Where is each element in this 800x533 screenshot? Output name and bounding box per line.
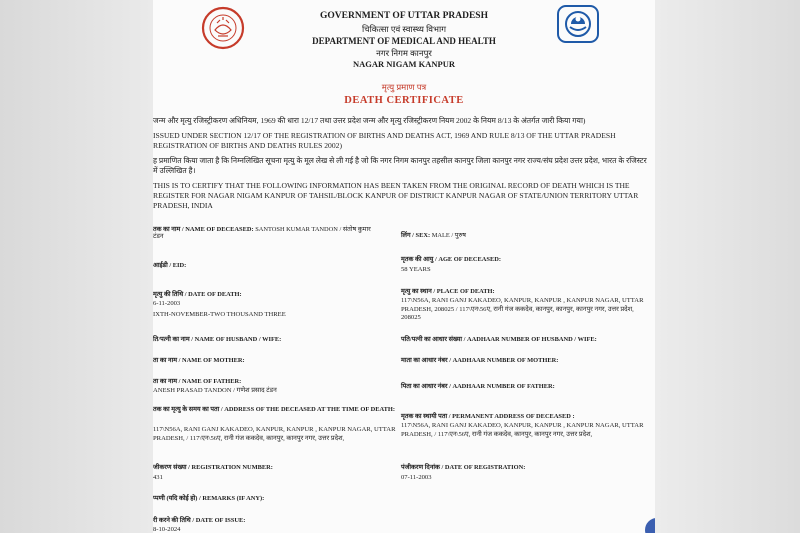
- permanent-address-value: 117\N56A, RANI GANJ KAKADEO, KANPUR, KANPUR , KANPUR NAGAR, UTTAR PRADESH, / 117\एन\56ए, रानी गंज ककदेव, कानपुर, कानपुर नगर, उत्तर प्रदेश,: [401, 422, 644, 438]
- age-value: 58 YEARS: [401, 266, 431, 273]
- eid-label: आईडी / EID:: [153, 262, 187, 269]
- place-of-death-value: 117\N56A, RANI GANJ KAKADEO, KANPUR, KANPUR , KANPUR NAGAR, UTTAR PRADESH, 208025 / 117\एन\56ए, रानी गंज ककदेव, कानपुर, कानपुर, कानपुर नगर, उत्तर प्रदेश, 208025: [401, 297, 644, 322]
- father-name-label: ता का नाम / NAME OF FATHER:: [153, 378, 242, 385]
- husband-wife-label: ति/पत्नी का नाम / NAME OF HUSBAND / WIFE:: [153, 336, 282, 343]
- age-label: मृतक की आयु / AGE OF DECEASED:: [401, 256, 501, 263]
- date-of-death-words: IXTH-NOVEMBER-TWO THOUSAND THREE: [153, 311, 286, 318]
- aadhaar-husband-label: पति/पत्नी का आधार संख्या / AADHAAR NUMBER OF HUSBAND / WIFE:: [401, 336, 597, 343]
- header-government: GOVERNMENT OF UTTAR PRADESH: [320, 11, 488, 21]
- certificate-title-hindi: मृत्यु प्रमाण पत्र: [381, 82, 427, 92]
- intro-english-1: ISSUED UNDER SECTION 12/17 OF THE REGISTRATION OF BIRTHS AND DEATHS ACT, 1969 AND RULE 8/13 OF THE UTTAR PRADESH REGISTRATION OF BIRTHS AND DEATHS RULES 2002): [153, 131, 616, 150]
- certificate-page: [153, 0, 655, 533]
- deceased-name-value-cont: टंडन: [153, 233, 164, 240]
- permanent-address-label: मृतक का स्थायी पता / PERMANENT ADDRESS OF DECEASED :: [401, 413, 575, 420]
- header-nagar-nigam: NAGAR NIGAM KANPUR: [353, 59, 455, 69]
- date-of-death-value: 6-11-2003: [153, 300, 181, 307]
- certificate-title: DEATH CERTIFICATE: [344, 95, 464, 106]
- deceased-name-label: तक का नाम / NAME OF DECEASED: SANTOSH KUMAR TANDON / संतोष कुमार: [153, 226, 371, 233]
- header-department-hindi: चिकित्सा एवं स्वास्थ्य विभाग: [362, 24, 446, 34]
- registration-number-value: 431: [153, 474, 163, 481]
- date-of-issue-label: री करने की तिथि / DATE OF ISSUE:: [153, 517, 246, 524]
- registration-date-label: पंजीकरण दिनांक / DATE OF REGISTRATION:: [401, 464, 526, 471]
- father-name-value: ANESH PRASAD TANDON / गणेश प्रसाद टंडन: [153, 387, 277, 394]
- place-of-death-label: मृत्यु का स्थान / PLACE OF DEATH:: [401, 288, 495, 295]
- intro-hindi-2: ह प्रमाणित किया जाता है कि निम्नलिखित सूचना मृत्यु के मूल लेख से ली गई है जो कि नगर निगम कानपुर तहसील कानपुर जिला कानपुर नगर राज्य/संघ प्रदेश उत्तर प्रदेश, भारत के रजिस्टर में उल्लिखित है।: [153, 156, 647, 175]
- registration-number-label: जीकरण संख्या / REGISTRATION NUMBER:: [153, 464, 273, 471]
- corner-badge-icon: [645, 518, 655, 533]
- intro-hindi-1: जन्म और मृत्यु रजिस्ट्रीकरण अधिनियम, 1969 की धारा 12/17 तथा उत्तर प्रदेश जन्म और मृत्यु रजिस्ट्रीकरण नियम 2002 के नियम 8/13 के अंतर्गत जारी किया गया): [153, 116, 586, 125]
- sex-label: लिंग / SEX: MALE / पुरुष: [401, 232, 466, 239]
- address-at-death-value: 117\N56A, RANI GANJ KAKADEO, KANPUR, KANPUR , KANPUR NAGAR, UTTAR PRADESH, / 117\एन\56ए, रानी गंज ककदेव, कानपुर, कानपुर नगर, उत्तर प्रदेश,: [153, 426, 396, 442]
- header-department: DEPARTMENT OF MEDICAL AND HEALTH: [312, 36, 496, 46]
- background-left: [0, 0, 153, 533]
- background-right: [655, 0, 800, 533]
- header-nagar-nigam-hindi: नगर निगम कानपुर: [376, 48, 432, 58]
- remarks-label: प्पणी (यदि कोई हो) / REMARKS (IF ANY):: [153, 495, 265, 502]
- aadhaar-father-label: पिता का आधार नंबर / AADHAAR NUMBER OF FATHER:: [401, 383, 555, 390]
- mother-name-label: ता का नाम / NAME OF MOTHER:: [153, 357, 245, 364]
- registration-date-value: 07-11-2003: [401, 474, 432, 481]
- date-of-issue-value: 8-10-2024: [153, 526, 181, 533]
- date-of-death-label: मृत्यु की तिथि / DATE OF DEATH:: [153, 291, 242, 298]
- address-at-death-label: तक का मृत्यु के समय का पता / ADDRESS OF THE DECEASED AT THE TIME OF DEATH:: [153, 406, 395, 413]
- aadhaar-mother-label: माता का आधार नंबर / AADHAAR NUMBER OF MOTHER:: [401, 357, 559, 364]
- intro-english-2: THIS IS TO CERTIFY THAT THE FOLLOWING INFORMATION HAS BEEN TAKEN FROM THE ORIGINAL RECORD OF DEATH WHICH IS THE REGISTER FOR NAGAR NIGAM KANPUR OF TAHSIL/BLOCK KANPUR OF DISTRICT KANPUR NAGAR OF STATE/UNION TERRITORY UTTAR PRADESH, INDIA: [153, 181, 639, 210]
